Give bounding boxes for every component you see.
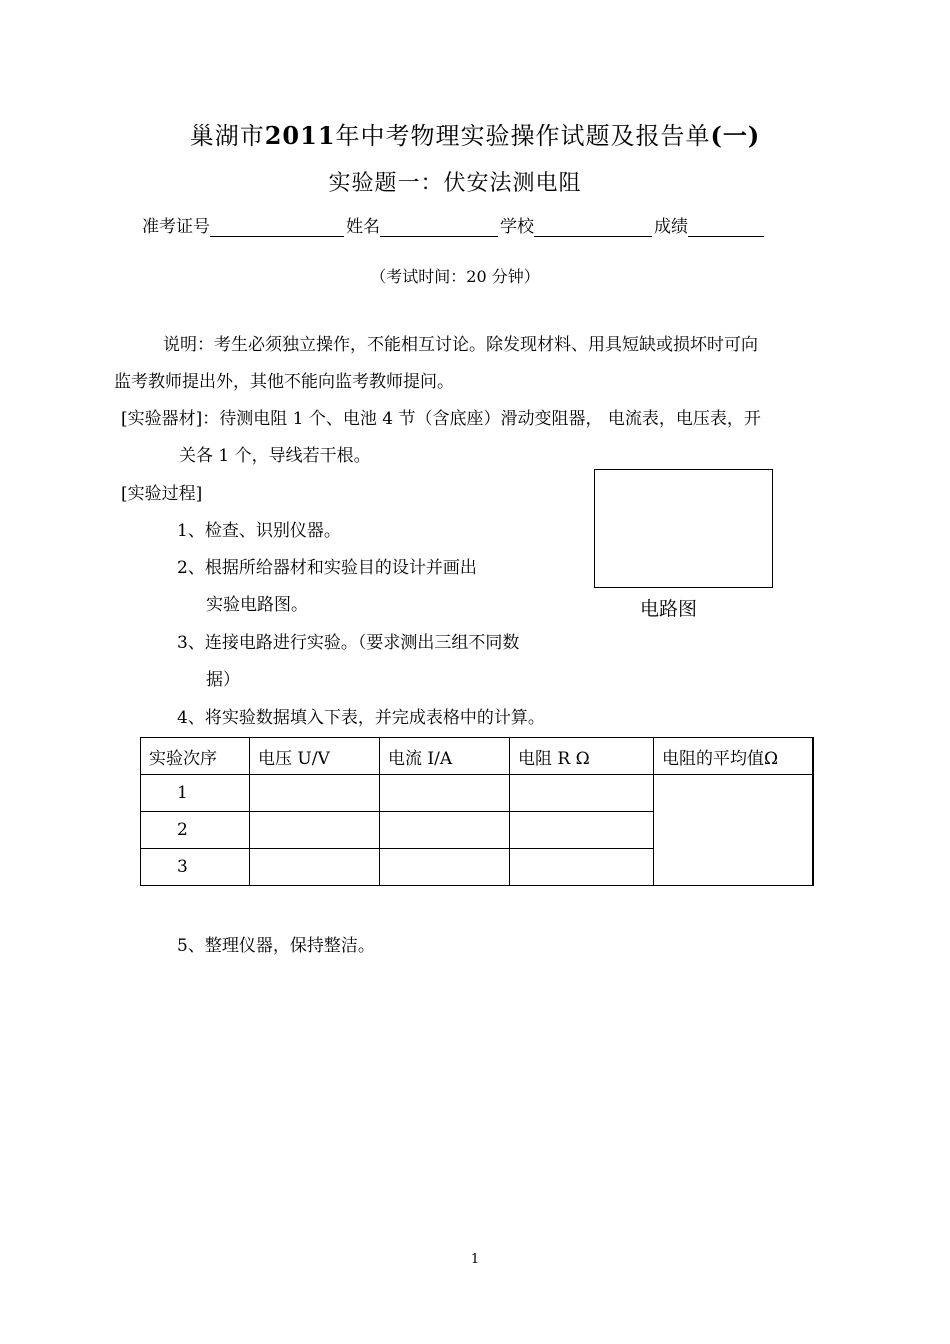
trial-number: 1 (141, 775, 250, 812)
exam-id-label: 准考证号 (142, 217, 210, 237)
trial-number: 3 (141, 849, 250, 886)
voltage-cell[interactable] (250, 812, 380, 849)
data-table (140, 737, 814, 886)
document-title (0, 116, 950, 151)
page-number: 1 (470, 1252, 480, 1267)
process-step-3-line-2: 据） (206, 670, 240, 690)
equipment-line-2: 关各 1 个，导线若干根。 (179, 446, 371, 466)
voltage-cell[interactable] (250, 849, 380, 886)
school-label: 学校 (500, 217, 534, 237)
header-trial: 实验次序 (141, 738, 250, 775)
name-field[interactable] (380, 214, 498, 237)
table-row (141, 775, 814, 812)
voltage-cell[interactable] (250, 775, 380, 812)
trial-number: 2 (141, 812, 250, 849)
exam-time-note: （考试时间：20 分钟） (370, 267, 540, 286)
process-step-2-line-2: 实验电路图。 (206, 595, 308, 615)
resistance-cell[interactable] (510, 812, 654, 849)
circuit-diagram-box[interactable] (594, 469, 773, 588)
instructions-line-2: 监考教师提出外，其他不能向监考教师提问。 (114, 372, 454, 392)
header-current: 电流 I/A (380, 738, 510, 775)
title-year: 2011 (264, 121, 336, 150)
experiment-title: 实验题一：伏安法测电阻 (328, 171, 582, 196)
exam-id-field[interactable] (210, 214, 344, 237)
current-cell[interactable] (380, 775, 510, 812)
school-field[interactable] (534, 214, 652, 237)
equipment-line-1: [实验器材]：待测电阻 1 个、电池 4 节（含底座）滑动变阻器， 电流表，电压表，开 (121, 409, 761, 429)
score-label: 成绩 (654, 217, 688, 237)
title-main: 年中考物理实验操作试题及报告单 (335, 122, 711, 150)
score-field[interactable] (688, 214, 764, 237)
average-resistance-cell[interactable] (654, 775, 814, 886)
table-header-row (141, 738, 814, 775)
title-suffix: (一) (710, 121, 761, 150)
header-resistance: 电阻 R Ω (510, 738, 654, 775)
current-cell[interactable] (380, 849, 510, 886)
instructions-line-1: 说明：考生必须独立操作，不能相互讨论。除发现材料、用具短缺或损坏时可向 (163, 335, 758, 355)
process-step-2-line-1: 2、根据所给器材和实验目的设计并画出 (177, 558, 477, 578)
resistance-cell[interactable] (510, 775, 654, 812)
candidate-info-row (142, 212, 766, 237)
resistance-cell[interactable] (510, 849, 654, 886)
process-step-4: 4、将实验数据填入下表，并完成表格中的计算。 (177, 708, 545, 728)
circuit-diagram-label: 电路图 (640, 598, 698, 620)
process-step-5: 5、整理仪器，保持整洁。 (177, 936, 375, 956)
process-step-1: 1、检查、识别仪器。 (177, 521, 341, 541)
title-prefix: 巢湖市 (189, 122, 265, 150)
header-average: 电阻的平均值Ω (654, 738, 814, 775)
header-voltage: 电压 U/V (250, 738, 380, 775)
current-cell[interactable] (380, 812, 510, 849)
process-step-3-line-1: 3、连接电路进行实验。（要求测出三组不同数 (177, 633, 520, 653)
name-label: 姓名 (346, 217, 380, 237)
process-heading: [实验过程] (121, 484, 203, 504)
